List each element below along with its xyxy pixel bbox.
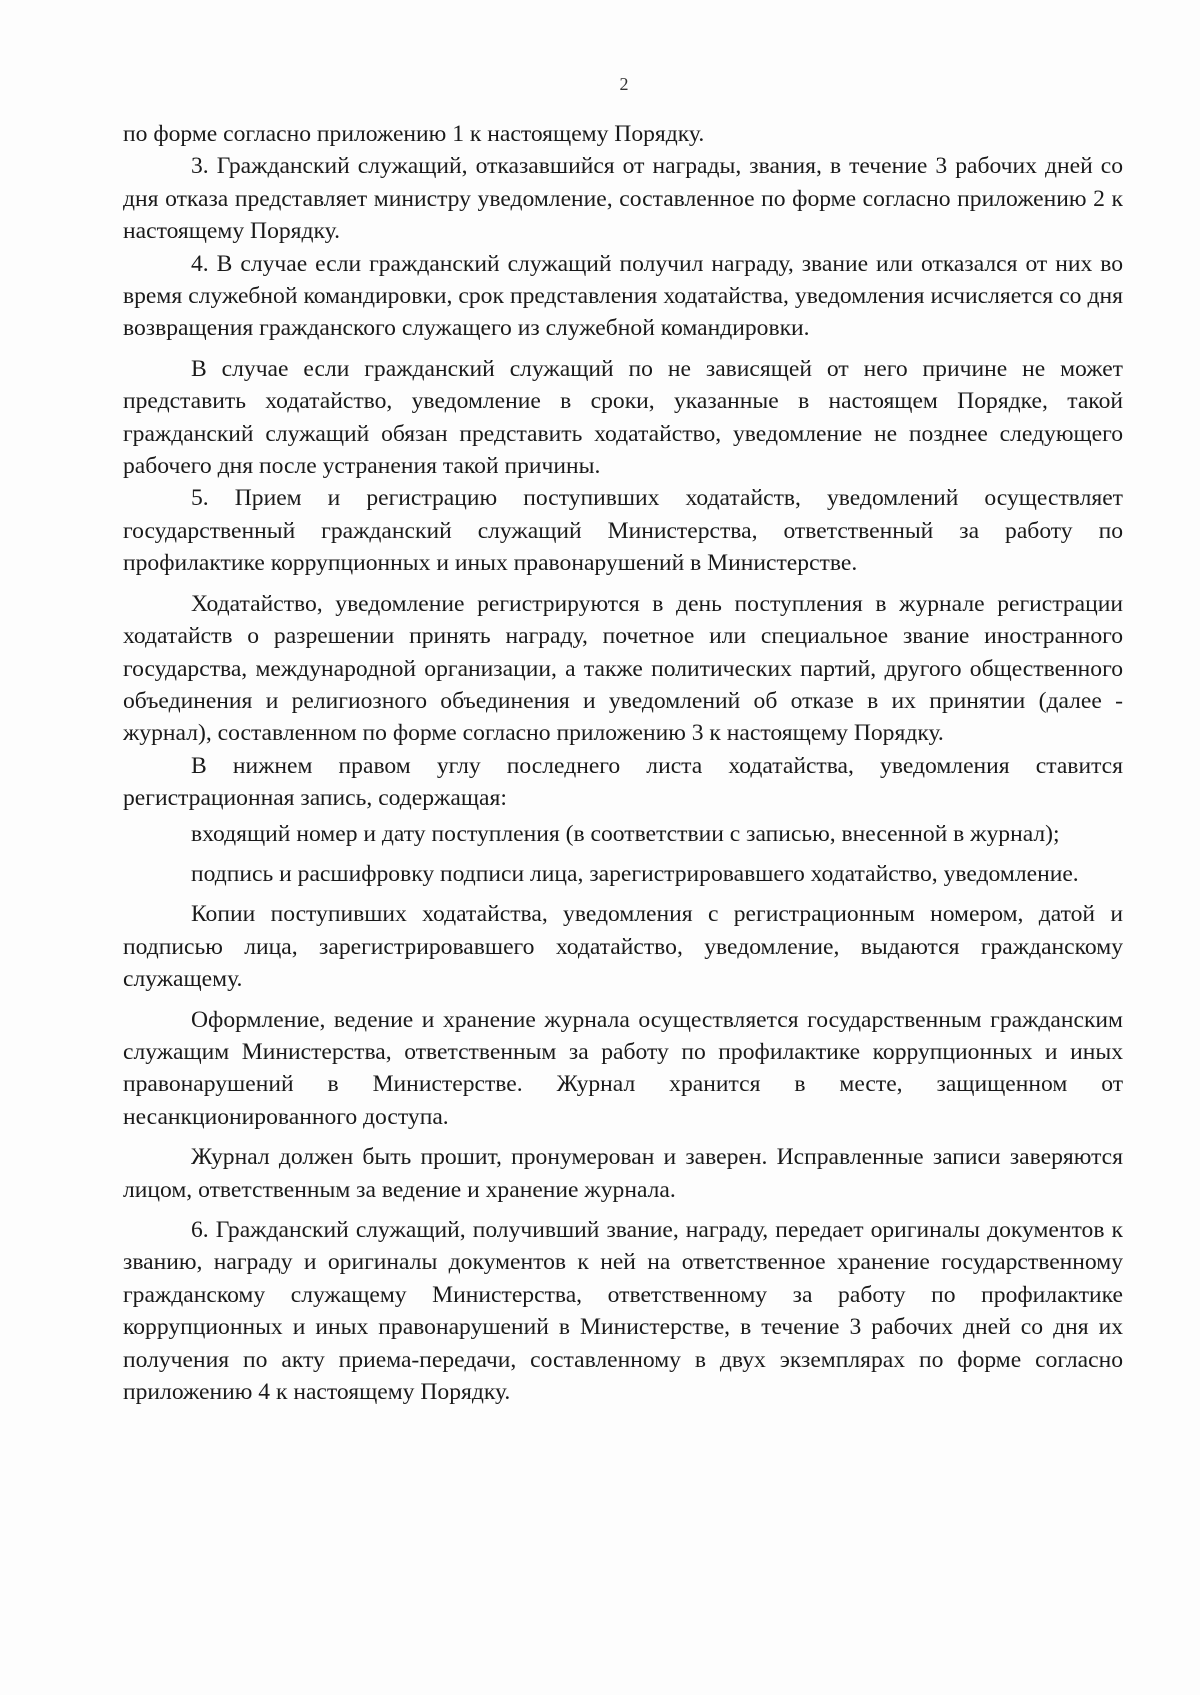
paragraph-registration-record: В нижнем правом углу последнего листа ходатайства, уведомления ставится регистрационная запись, содержащая:	[123, 752, 1123, 812]
document-body	[123, 118, 1123, 1408]
paragraph-item-5: 5. Прием и регистрацию поступивших ходатайств, уведомлений осуществляет государственный гражданский служащий Министерства, ответственный за работу по профилактике коррупционных и иных правонарушений в Министерстве.	[123, 485, 1123, 577]
page-number: 2	[619, 74, 629, 94]
paragraph-continuation: по форме согласно приложению 1 к настоящему Порядку.	[123, 121, 705, 147]
paragraph-journal-binding: Журнал должен быть прошит, пронумерован и заверен. Исправленные записи заверяются лицом, ответственным за ведение и хранение журнала.	[123, 1144, 1123, 1203]
paragraph-record-number-date: входящий номер и дату поступления (в соответствии с записью, внесенной в журнал);	[191, 820, 1060, 847]
paragraph-item-4: 4. В случае если гражданский служащий получил награду, звание или отказался от них во время служебной командировки, срок представления ходатайства, уведомления исчисляется со дня возвращения гражданского служащего из служебной командировки.	[123, 250, 1123, 342]
paragraph-item-6: 6. Гражданский служащий, получивший звание, награду, передает оригиналы документов к званию, награду и оригиналы документов к ней на ответственное хранение государственному гражданскому служащему Министерства, ответственному за работу по профилактике коррупционных и иных правонарушений в Министерстве, в течение 3 рабочих дней со дня их получения по акту приема-передачи, составленному в двух экземплярах по форме согласно приложению 4 к настоящему Порядку.	[123, 1217, 1123, 1406]
paragraph-journal-keeping: Оформление, ведение и хранение журнала осуществляется государственным гражданским служащим Министерства, ответственным за работу по профилактике коррупционных и иных правонарушений в Министерстве. Журнал хранится в месте, защищенном от несанкционированного доступа.	[123, 1006, 1123, 1130]
paragraph-record-signature: подпись и расшифровку подписи лица, зарегистрировавшего ходатайство, уведомление.	[191, 860, 1079, 887]
paragraph-item-4-exception: В случае если гражданский служащий по не зависящей от него причине не может представить ходатайство, уведомление в сроки, указанные в настоящем Порядке, такой гражданский служащий обязан представить ходатайство, уведомление не позднее следующего рабочего дня после устранения такой причины.	[123, 355, 1123, 480]
paragraph-item-3: 3. Гражданский служащий, отказавшийся от награды, звания, в течение 3 рабочих дней со дня отказа представляет министру уведомление, составленное по форме согласно приложению 2 к настоящему Порядку.	[123, 153, 1123, 245]
paragraph-copies: Копии поступивших ходатайства, уведомления с регистрационным номером, датой и подписью лица, зарегистрировавшего ходатайство, уведомление, выдаются гражданскому служащему.	[123, 901, 1123, 993]
paragraph-registration: Ходатайство, уведомление регистрируются в день поступления в журнале регистрации ходатайств о разрешении принять награду, почетное или специальное звание иностранного государства, международной организации, а также политических партий, другого общественного объединения и религиозного объединения и уведомлений об отказе в их принятии (далее - журнал), составленном по форме согласно приложению 3 к настоящему Порядку.	[123, 590, 1123, 747]
